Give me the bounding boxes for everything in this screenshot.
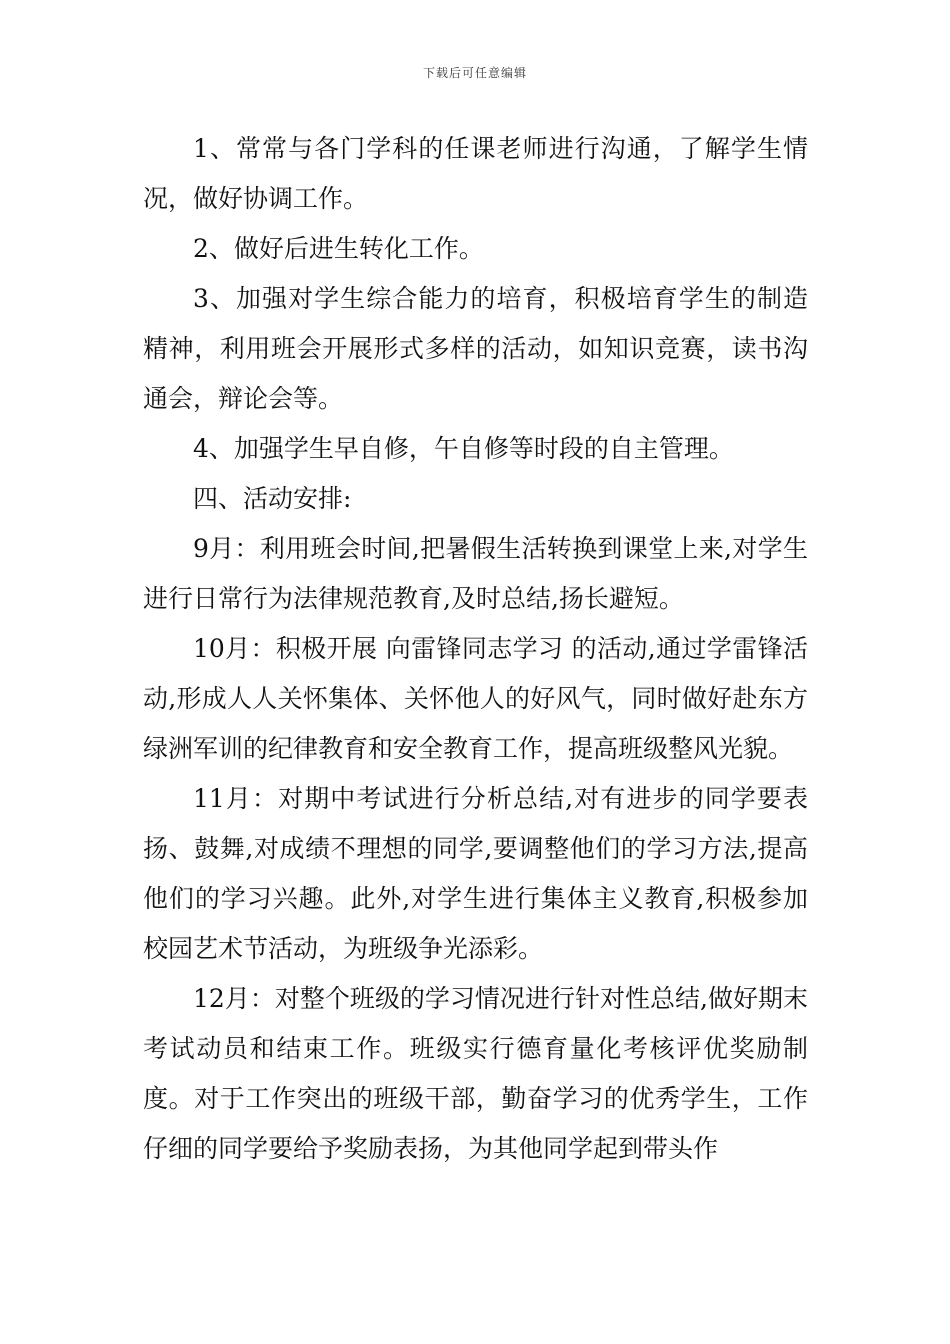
paragraph-3: 3、加强对学生综合能力的培育，积极培育学生的制造精神，利用班会开展形式多样的活动，如知识竞赛，读书沟通会，辩论会等。 (143, 284, 808, 413)
paragraph-november: 11月：对期中考试进行分析总结,对有进步的同学要表扬、鼓舞,对成绩不理想的同学,要调整他们的学习方法,提高他们的学习兴趣。此外,对学生进行集体主义教育,积极参加校园艺术节活动，为班级争光添彩。 (143, 784, 808, 963)
paragraph-december: 12月：对整个班级的学习情况进行针对性总结,做好期末考试动员和结束工作。班级实行德育量化考核评优奖励制度。对于工作突出的班级干部，勤奋学习的优秀学生，工作仔细的同学要给予奖励表扬，为其他同学起到带头作 (143, 984, 808, 1163)
paragraph-1: 1、常常与各门学科的任课老师进行沟通，了解学生情况，做好协调工作。 (143, 134, 808, 213)
paragraph-october: 10月：积极开展 向雷锋同志学习 的活动,通过学雷锋活动,形成人人关怀集体、关怀他人的好风气，同时做好赴东方绿洲军训的纪律教育和安全教育工作，提高班级整风光貌。 (143, 634, 808, 763)
section-heading-activities: 四、活动安排: (193, 484, 352, 513)
document-body (143, 124, 808, 1174)
paragraph-4: 4、加强学生早自修，午自修等时段的自主管理。 (193, 434, 734, 463)
paragraph-2: 2、做好后进生转化工作。 (193, 234, 484, 263)
page-header: 下载后可任意编辑 (422, 66, 527, 80)
paragraph-september: 9月：利用班会时间,把暑假生活转换到课堂上来,对学生进行日常行为法律规范教育,及时总结,扬长避短。 (143, 534, 808, 613)
